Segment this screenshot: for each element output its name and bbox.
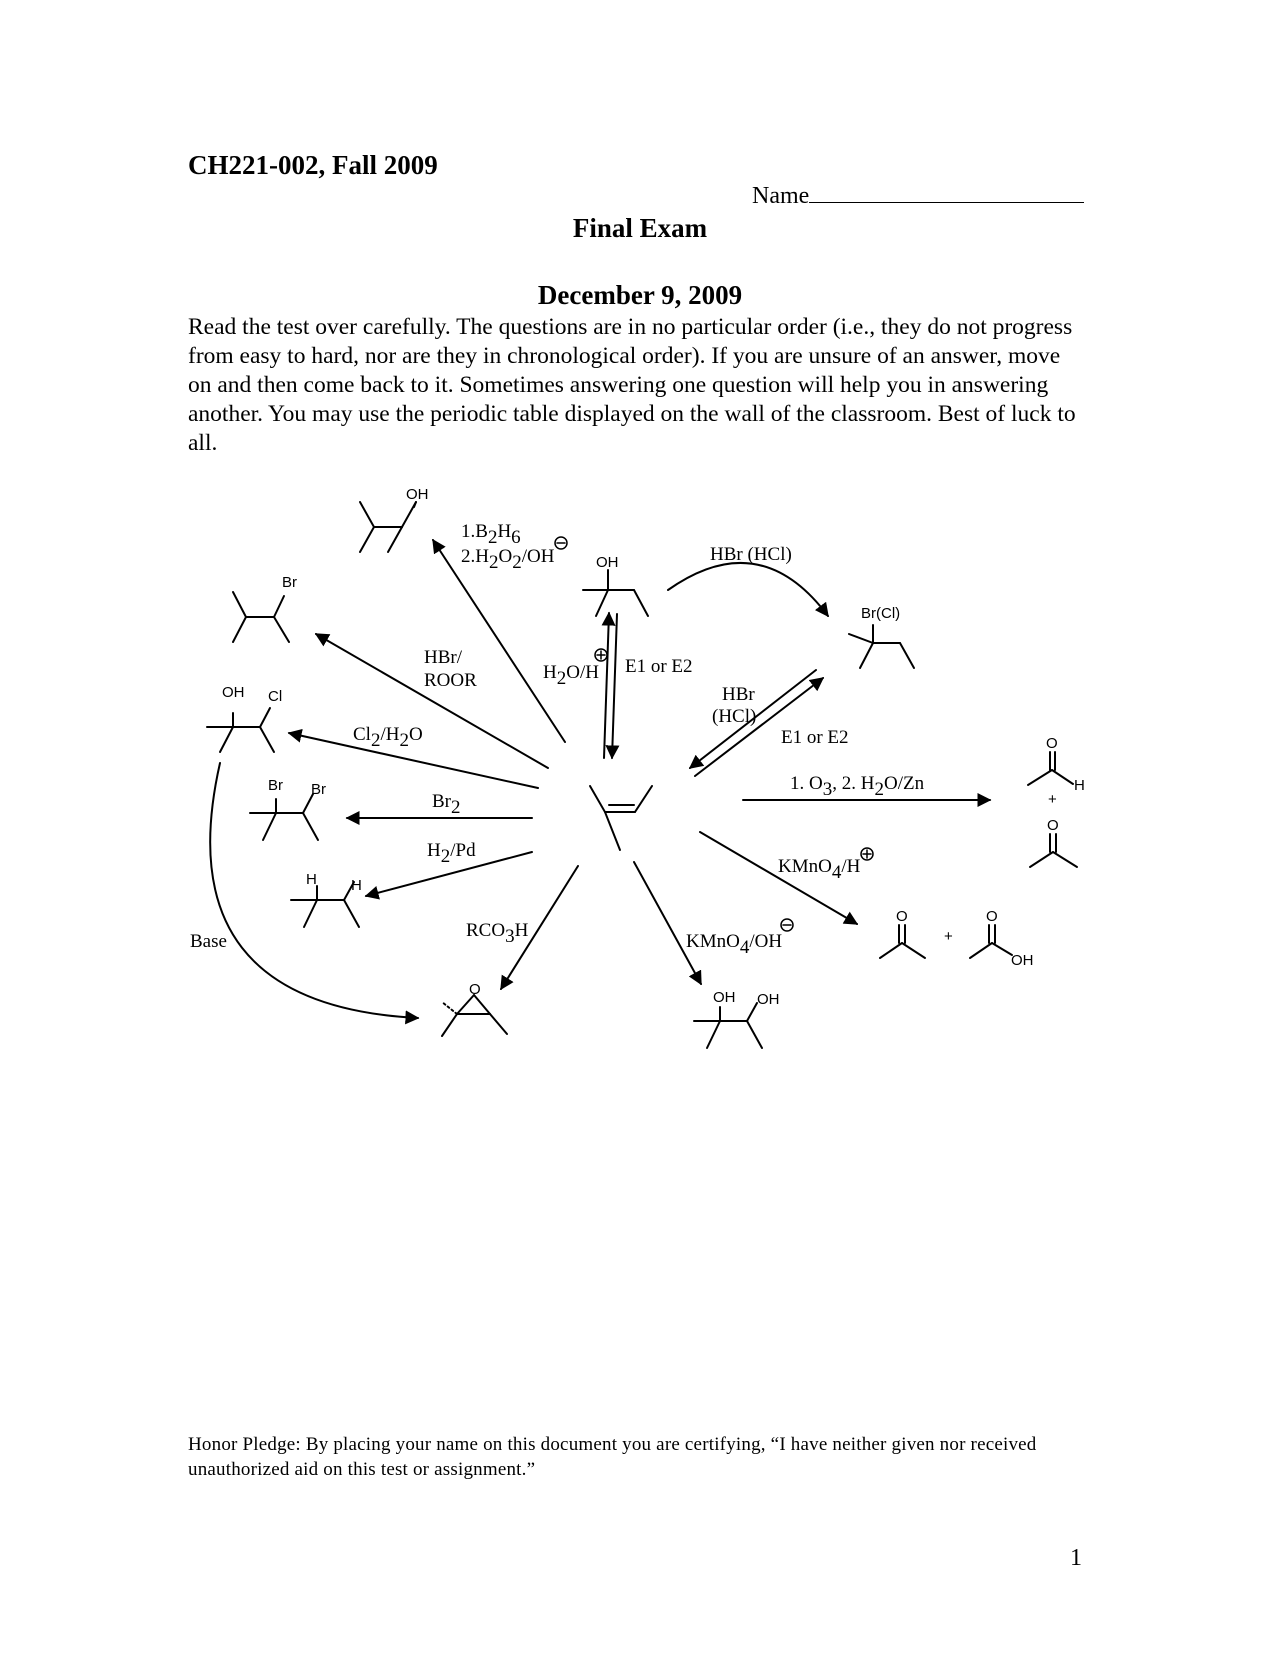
molecule-alkane	[291, 882, 359, 927]
atom-label: OH	[406, 486, 429, 503]
arrow-elimination	[612, 614, 617, 758]
molecule-diol	[694, 1003, 762, 1048]
atom-label: Br	[282, 574, 297, 591]
molecule-acetaldehyde	[1028, 752, 1073, 785]
arrow-hydration	[604, 613, 609, 758]
atom-label: O	[1047, 817, 1059, 834]
central-alkene	[590, 786, 652, 850]
atom-label: OH	[1011, 952, 1034, 969]
reagent-hydrogenation: H2/Pd	[427, 840, 476, 867]
molecule-tertiary-halide	[849, 625, 914, 668]
arrow-permanganate-base	[634, 862, 701, 984]
reagent-hydroboration-1: 1.B2H6	[461, 521, 521, 548]
page-number: 1	[1070, 1545, 1082, 1571]
atom-label: O	[986, 908, 998, 925]
reagent-hbr-roor-1: HBr/	[424, 647, 462, 668]
atom-label: H	[351, 877, 362, 894]
reagent-elimination-2: E1 or E2	[781, 727, 849, 748]
plus-sign: +	[1048, 791, 1057, 808]
molecule-tertiary-alcohol	[583, 570, 648, 616]
atom-label: H	[306, 871, 317, 888]
molecule-secondary-alcohol	[360, 502, 416, 552]
plus-sign: +	[944, 928, 953, 945]
reagent-base: Base	[190, 931, 227, 952]
molecule-dibromide	[250, 794, 318, 840]
reagent-ozonolysis: 1. O3, 2. H2O/Zn	[790, 773, 925, 800]
reagent-hbr-2: (HCl)	[712, 706, 757, 727]
reagent-epoxidation: RCO3H	[466, 920, 529, 947]
course-title: CH221-002, Fall 2009	[188, 150, 438, 180]
reagent-bromine: Br2	[432, 791, 461, 818]
reagent-elimination: E1 or E2	[625, 656, 693, 677]
reagent-hbr-1: HBr	[722, 684, 755, 705]
atom-label: OH	[596, 554, 619, 571]
molecule-acetone-cleavage	[880, 925, 925, 958]
molecule-secondary-bromide	[233, 592, 289, 642]
exam-date: December 9, 2009	[537, 280, 743, 310]
atom-label: Cl	[268, 688, 283, 705]
reagent-halohydrin: Cl2/H2O	[353, 724, 423, 751]
atom-label: OH	[713, 989, 736, 1006]
atom-label: Br	[268, 777, 283, 794]
atom-label: OH	[222, 684, 245, 701]
atom-label: Br	[311, 781, 326, 798]
instructions-paragraph: Read the test over carefully. The questions are in no particular order (i.e., they do not progress from easy to hard, nor are they in chronological order). If you are unsure of an answer, move on and then come back to it. Sometimes answering one question will help you in answering another. You may use the periodic table displayed on the wall of the classroom. Best of luck to all.	[188, 314, 1076, 456]
exam-title: Final Exam	[572, 213, 708, 243]
arrow-hydroboration	[433, 540, 565, 742]
atom-label: O	[896, 908, 908, 925]
reagent-hydration: H2O/H	[543, 662, 599, 689]
atom-label: O	[1046, 735, 1058, 752]
reagent-hbr-hcl-markovnikov: HBr (HCl)	[710, 544, 792, 565]
reagent-permanganate-acid: KMnO4/H	[778, 856, 861, 883]
name-label: Name	[752, 183, 810, 209]
atom-label: OH	[757, 991, 780, 1008]
molecule-acetic-acid	[970, 925, 1012, 958]
molecule-chlorohydrin	[207, 708, 274, 752]
arrow-markovnikov-curve	[668, 563, 828, 616]
honor-pledge: Honor Pledge: By placing your name on this document you are certifying, “I have neither given nor received unauthorized aid on this test or assignment.”	[188, 1434, 1037, 1480]
reagent-permanganate-base: KMnO4/OH	[686, 931, 783, 958]
atom-label: Br(Cl)	[861, 605, 901, 622]
reagent-hbr-roor-2: ROOR	[424, 670, 477, 691]
atom-label: O	[469, 981, 481, 998]
molecule-epoxide	[442, 995, 507, 1036]
molecule-acetone-ozonolysis	[1030, 834, 1077, 867]
atom-label: H	[1074, 777, 1085, 794]
reagent-hydroboration-2: 2.H2O2/OH	[461, 546, 555, 573]
